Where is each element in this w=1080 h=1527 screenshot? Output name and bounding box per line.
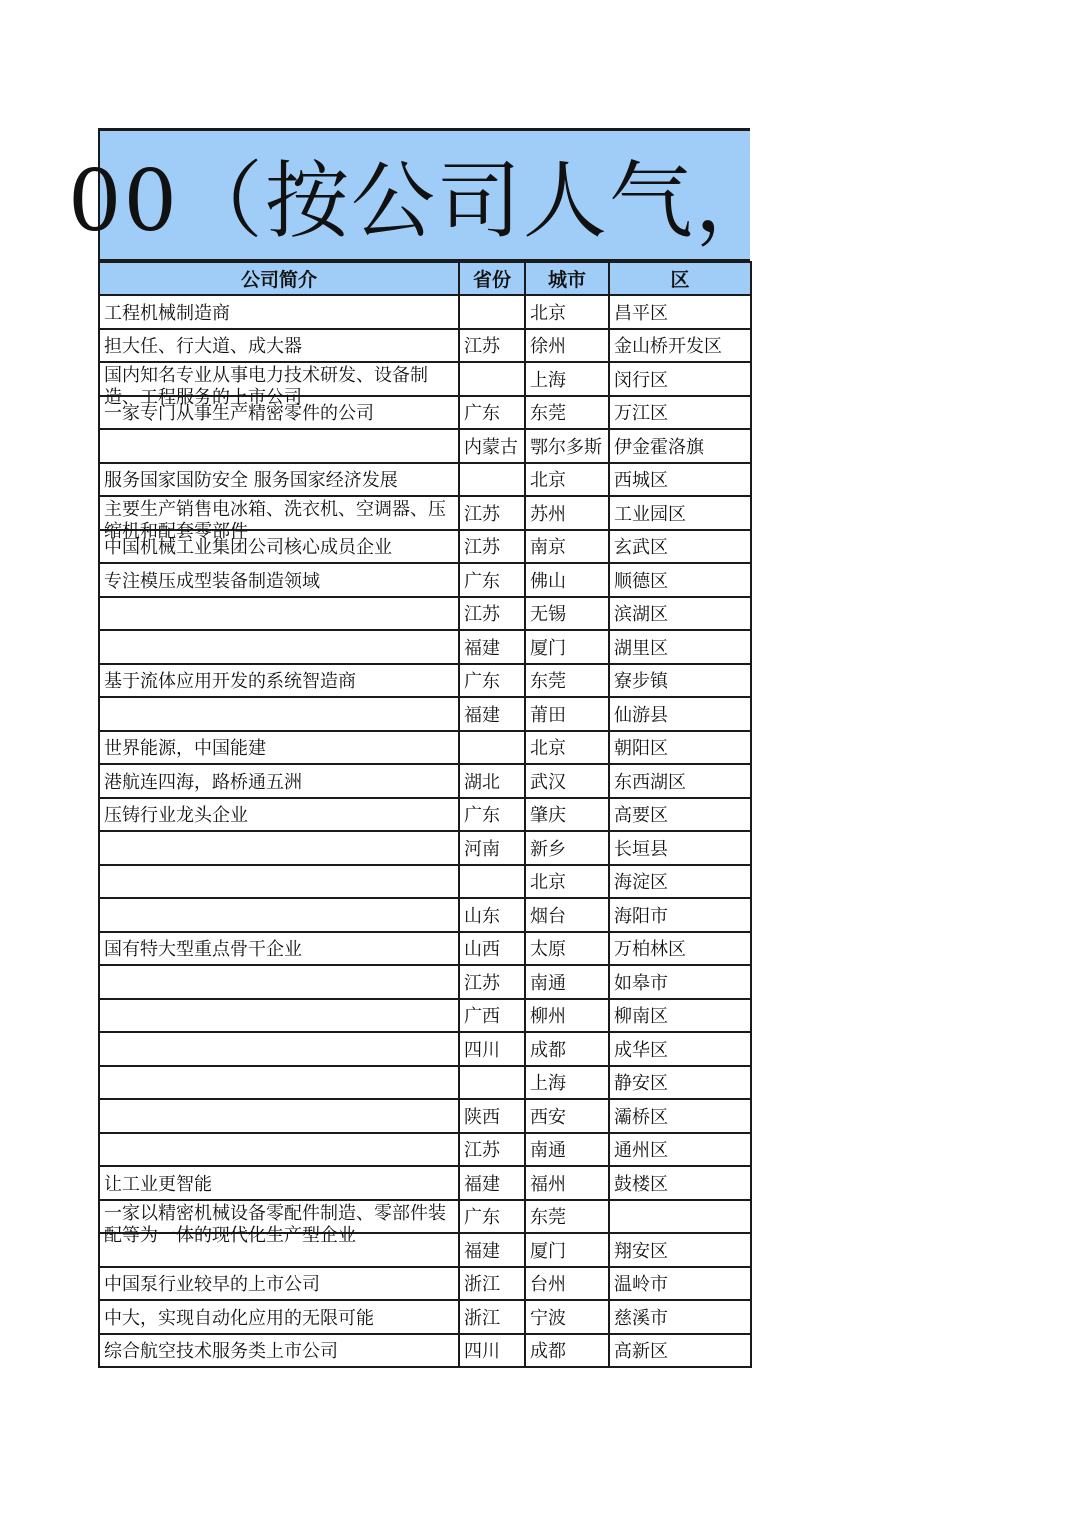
cell-province[interactable]: 湖北 (459, 764, 525, 798)
table-row (99, 396, 751, 430)
cell-province[interactable]: 江苏 (459, 329, 525, 363)
table-row (99, 798, 751, 832)
cell-province[interactable]: 广东 (459, 396, 525, 430)
cell-intro[interactable]: 压铸行业龙头企业 (99, 798, 459, 832)
cell-district[interactable]: 鼓楼区 (609, 1166, 751, 1200)
title-banner (68, 128, 781, 261)
cell-province[interactable]: 福建 (459, 1233, 525, 1267)
cell-city[interactable]: 福州 (525, 1166, 609, 1200)
cell-district[interactable]: 闵行区 (609, 362, 751, 396)
table-row (99, 496, 751, 530)
table-row (99, 999, 751, 1033)
table-row (99, 1066, 751, 1100)
table-row (99, 731, 751, 765)
cell-city[interactable]: 南通 (525, 965, 609, 999)
cell-intro[interactable] (99, 429, 459, 463)
header-province[interactable]: 省份 (459, 262, 525, 295)
table-row (99, 1200, 751, 1234)
cell-city[interactable]: 东莞 (525, 664, 609, 698)
table-row (99, 329, 751, 363)
header-intro[interactable]: 公司简介 (99, 262, 459, 295)
table-row (99, 764, 751, 798)
cell-intro[interactable]: 基于流体应用开发的系统智造商 (99, 664, 459, 698)
cell-district[interactable]: 温岭市 (609, 1267, 751, 1301)
cell-district[interactable]: 西城区 (609, 463, 751, 497)
cell-district[interactable]: 伊金霍洛旗 (609, 429, 751, 463)
cell-province[interactable] (459, 731, 525, 765)
cell-intro[interactable] (99, 1066, 459, 1100)
cell-intro[interactable]: 综合航空技术服务类上市公司 (99, 1334, 459, 1368)
cell-district[interactable]: 慈溪市 (609, 1300, 751, 1334)
cell-intro-text: 主要生产销售电冰箱、洗衣机、空调器、压缩机和配套零部件 (104, 499, 446, 542)
cell-district[interactable]: 通州区 (609, 1133, 751, 1167)
cell-intro[interactable] (99, 999, 459, 1033)
cell-province[interactable] (459, 362, 525, 396)
cell-city[interactable]: 宁波 (525, 1300, 609, 1334)
cell-city[interactable]: 肇庆 (525, 798, 609, 832)
cell-intro[interactable]: 中大，实现自动化应用的无限可能 (99, 1300, 459, 1334)
cell-district[interactable] (609, 1200, 751, 1234)
cell-province[interactable] (459, 865, 525, 899)
cell-intro-text: 一家以精密机械设备零配件制造、零部件装配等为一体的现代化生产型企业 (104, 1202, 446, 1246)
cell-province[interactable]: 山西 (459, 932, 525, 966)
cell-city[interactable]: 西安 (525, 1099, 609, 1133)
cell-city[interactable]: 南京 (525, 530, 609, 564)
cell-city[interactable]: 上海 (525, 1066, 609, 1100)
cell-province[interactable]: 广东 (459, 563, 525, 597)
cell-district[interactable]: 朝阳区 (609, 731, 751, 765)
cell-intro[interactable] (99, 1200, 459, 1246)
cell-intro[interactable] (99, 697, 459, 731)
cell-intro[interactable] (99, 362, 459, 408)
cell-city[interactable]: 莆田 (525, 697, 609, 731)
cell-city[interactable]: 无锡 (525, 597, 609, 631)
cell-intro[interactable] (99, 597, 459, 631)
cell-intro[interactable] (99, 865, 459, 899)
table-row (99, 463, 751, 497)
cell-province[interactable] (459, 295, 525, 329)
cell-district[interactable]: 东西湖区 (609, 764, 751, 798)
cell-city[interactable]: 太原 (525, 932, 609, 966)
cell-intro[interactable] (99, 630, 459, 664)
cell-district[interactable]: 翔安区 (609, 1233, 751, 1267)
header-row (99, 262, 751, 295)
table-body (99, 295, 751, 1367)
cell-intro[interactable] (99, 965, 459, 999)
cell-city[interactable]: 北京 (525, 463, 609, 497)
cell-district[interactable]: 顺德区 (609, 563, 751, 597)
cell-district[interactable]: 静安区 (609, 1066, 751, 1100)
table-row (99, 630, 751, 664)
cell-city[interactable]: 北京 (525, 731, 609, 765)
table-row (99, 831, 751, 865)
header-district[interactable]: 区 (609, 262, 751, 295)
cell-intro[interactable]: 让工业更智能 (99, 1166, 459, 1200)
cell-province[interactable]: 江苏 (459, 965, 525, 999)
cell-city[interactable]: 上海 (525, 362, 609, 396)
cell-province[interactable]: 广东 (459, 1200, 525, 1234)
cell-city[interactable]: 新乡 (525, 831, 609, 865)
cell-district[interactable]: 仙游县 (609, 697, 751, 731)
cell-city[interactable]: 鄂尔多斯 (525, 429, 609, 463)
cell-district[interactable]: 滨湖区 (609, 597, 751, 631)
cell-district[interactable]: 工业园区 (609, 496, 751, 530)
cell-intro[interactable]: 担大任、行大道、成大器 (99, 329, 459, 363)
cell-city[interactable]: 佛山 (525, 563, 609, 597)
cell-district[interactable]: 高新区 (609, 1334, 751, 1368)
cell-province[interactable]: 江苏 (459, 1133, 525, 1167)
cell-intro[interactable] (99, 831, 459, 865)
cell-city[interactable]: 烟台 (525, 898, 609, 932)
cell-province[interactable]: 浙江 (459, 1300, 525, 1334)
cell-city[interactable]: 北京 (525, 295, 609, 329)
cell-district[interactable]: 海淀区 (609, 865, 751, 899)
table-row (99, 898, 751, 932)
table-row (99, 530, 751, 564)
cell-city[interactable]: 东莞 (525, 1200, 609, 1234)
cell-province[interactable]: 内蒙古 (459, 429, 525, 463)
header-city[interactable]: 城市 (525, 262, 609, 295)
cell-city[interactable]: 成都 (525, 1334, 609, 1368)
table-row (99, 1267, 751, 1301)
cell-city[interactable]: 成都 (525, 1032, 609, 1066)
cell-province[interactable]: 浙江 (459, 1267, 525, 1301)
cell-intro[interactable]: 工程机械制造商 (99, 295, 459, 329)
cell-district[interactable]: 长垣县 (609, 831, 751, 865)
cell-province[interactable]: 四川 (459, 1032, 525, 1066)
table-row (99, 563, 751, 597)
table-row (99, 1133, 751, 1167)
sheet-title: 00（按公司人气， (68, 152, 781, 250)
cell-intro[interactable] (99, 1133, 459, 1167)
cell-intro[interactable]: 一家专门从事生产精密零件的公司 (99, 396, 459, 430)
cell-intro[interactable] (99, 1099, 459, 1133)
cell-district[interactable]: 万江区 (609, 396, 751, 430)
cell-district[interactable]: 湖里区 (609, 630, 751, 664)
cell-province[interactable]: 广西 (459, 999, 525, 1033)
cell-city[interactable]: 台州 (525, 1267, 609, 1301)
cell-province[interactable]: 山东 (459, 898, 525, 932)
cell-province[interactable] (459, 463, 525, 497)
cell-province[interactable]: 四川 (459, 1334, 525, 1368)
cell-intro[interactable]: 国有特大型重点骨干企业 (99, 932, 459, 966)
cell-district[interactable]: 高要区 (609, 798, 751, 832)
table-row (99, 429, 751, 463)
cell-city[interactable]: 厦门 (525, 1233, 609, 1267)
cell-province[interactable]: 陕西 (459, 1099, 525, 1133)
cell-intro[interactable] (99, 898, 459, 932)
spreadsheet (68, 128, 781, 1368)
cell-district[interactable]: 灞桥区 (609, 1099, 751, 1133)
table-row (99, 1300, 751, 1334)
cell-district[interactable]: 寮步镇 (609, 664, 751, 698)
cell-city[interactable]: 柳州 (525, 999, 609, 1033)
table-row (99, 1032, 751, 1066)
table-row (99, 664, 751, 698)
cell-province[interactable]: 福建 (459, 630, 525, 664)
cell-province[interactable]: 江苏 (459, 530, 525, 564)
cell-intro[interactable] (99, 496, 459, 542)
cell-intro[interactable]: 专注模压成型装备制造领域 (99, 563, 459, 597)
cell-province[interactable]: 广东 (459, 664, 525, 698)
cell-province[interactable]: 江苏 (459, 597, 525, 631)
cell-intro[interactable]: 港航连四海，路桥通五洲 (99, 764, 459, 798)
cell-district[interactable]: 柳南区 (609, 999, 751, 1033)
cell-city[interactable]: 东莞 (525, 396, 609, 430)
table-row (99, 1334, 751, 1368)
cell-district[interactable]: 金山桥开发区 (609, 329, 751, 363)
company-table (98, 261, 752, 1368)
cell-province[interactable]: 福建 (459, 1166, 525, 1200)
cell-province[interactable]: 福建 (459, 697, 525, 731)
cell-province[interactable]: 广东 (459, 798, 525, 832)
table-row (99, 697, 751, 731)
cell-city[interactable]: 苏州 (525, 496, 609, 530)
cell-city[interactable]: 徐州 (525, 329, 609, 363)
cell-district[interactable]: 海阳市 (609, 898, 751, 932)
cell-intro-text: 国内知名专业从事电力技术研发、设备制造、工程服务的上市公司 (104, 365, 428, 408)
table-row (99, 965, 751, 999)
cell-intro[interactable]: 世界能源，中国能建 (99, 731, 459, 765)
cell-city[interactable]: 南通 (525, 1133, 609, 1167)
table-row (99, 1099, 751, 1133)
table-row (99, 597, 751, 631)
table-row (99, 362, 751, 396)
cell-intro[interactable] (99, 1032, 459, 1066)
cell-district[interactable]: 昌平区 (609, 295, 751, 329)
cell-province[interactable]: 江苏 (459, 496, 525, 530)
cell-city[interactable]: 厦门 (525, 630, 609, 664)
cell-province[interactable]: 河南 (459, 831, 525, 865)
table-row (99, 932, 751, 966)
cell-province[interactable] (459, 1066, 525, 1100)
cell-district[interactable]: 玄武区 (609, 530, 751, 564)
cell-city[interactable]: 武汉 (525, 764, 609, 798)
cell-intro[interactable]: 服务国家国防安全 服务国家经济发展 (99, 463, 459, 497)
cell-district[interactable]: 成华区 (609, 1032, 751, 1066)
table-row (99, 295, 751, 329)
table-row (99, 1166, 751, 1200)
table-row (99, 865, 751, 899)
cell-intro[interactable]: 中国机械工业集团公司核心成员企业 (99, 530, 459, 564)
cell-intro[interactable]: 中国泵行业较早的上市公司 (99, 1267, 459, 1301)
cell-city[interactable]: 北京 (525, 865, 609, 899)
cell-district[interactable]: 如皋市 (609, 965, 751, 999)
cell-district[interactable]: 万柏林区 (609, 932, 751, 966)
